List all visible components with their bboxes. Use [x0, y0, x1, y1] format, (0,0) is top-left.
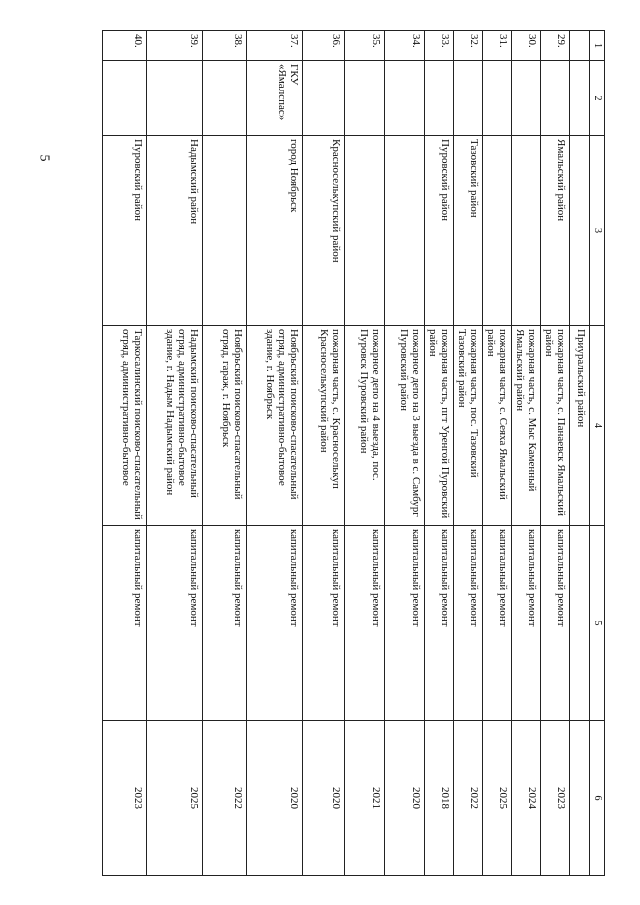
column-header: 6 [590, 721, 605, 876]
column-header: 3 [590, 136, 605, 326]
table-cell-org [483, 61, 512, 136]
table-cell-org [385, 61, 425, 136]
table-cell-year: 2025 [483, 721, 512, 876]
table-cell-district: город Ноябрьск [247, 136, 303, 326]
table-cell-n: 36. [303, 31, 345, 61]
table-cell-work: капитальный ремонт [103, 526, 147, 721]
table-cell-n: 30. [512, 31, 541, 61]
header-row [590, 31, 605, 876]
table-cell-year: 2022 [454, 721, 483, 876]
column-header: 5 [590, 526, 605, 721]
table-cell-n: 33. [425, 31, 454, 61]
table-cell-year: 2020 [247, 721, 303, 876]
table-cell-org [103, 61, 147, 136]
table-cell-district: Тазовский район [454, 136, 483, 326]
table-cell-district [483, 136, 512, 326]
table-cell-n: 34. [385, 31, 425, 61]
table-cell-work: капитальный ремонт [425, 526, 454, 721]
table-cell-work: капитальный ремонт [541, 526, 570, 721]
table-row [454, 31, 483, 876]
table-cell-year: 2022 [203, 721, 247, 876]
table-cell-year: 2018 [425, 721, 454, 876]
column-header: 4 [590, 326, 605, 526]
table-cell-district [512, 136, 541, 326]
table-cell-org [303, 61, 345, 136]
table-cell-object: Таркосалинский поисково-спасательный отряд, административно-бытовое [103, 326, 147, 526]
table-cell-work: капитальный ремонт [303, 526, 345, 721]
table-row [203, 31, 247, 876]
table-cell-org [454, 61, 483, 136]
table-cell-year: 2020 [385, 721, 425, 876]
table-cell-n: 32. [454, 31, 483, 61]
table-cell-year: 2025 [147, 721, 203, 876]
table-cell-work: капитальный ремонт [247, 526, 303, 721]
table-row [425, 31, 454, 876]
table-cell-object: пожарная часть, с. Панаевск Ямальский район [541, 326, 570, 526]
table-cell-object: пожарное депо на 4 выезда, пос. Пуровск Пуровский район [345, 326, 385, 526]
table-row [541, 31, 570, 876]
table-cell-year: 2023 [103, 721, 147, 876]
table-row [385, 31, 425, 876]
table-cell-object: Приуральский район [570, 326, 590, 526]
table-row [512, 31, 541, 876]
table-cell-object: пожарная часть, пгт Уренгой Пуровский район [425, 326, 454, 526]
table-cell-n: 39. [147, 31, 203, 61]
table-cell-work: капитальный ремонт [512, 526, 541, 721]
table-cell-work [570, 526, 590, 721]
table-cell-org [570, 61, 590, 136]
table-cell-org [512, 61, 541, 136]
table-row [345, 31, 385, 876]
table-cell-district: Ямальский район [541, 136, 570, 326]
table-cell-district: Пуровский район [425, 136, 454, 326]
table-row [147, 31, 203, 876]
table-cell-district [203, 136, 247, 326]
table-cell-n: 29. [541, 31, 570, 61]
table-cell-object: Ноябрьский поисково-спасательный отряд, гараж, г. Ноябрьск [203, 326, 247, 526]
table-cell-object: Ноябрьский поисково-спасательный отряд, административно-бытовое здание, г. Ноябрьск [247, 326, 303, 526]
table-cell-n: 35. [345, 31, 385, 61]
page-number: 5 [36, 154, 52, 162]
table-cell-org: ГКУ «Ямалспас» [247, 61, 303, 136]
table-cell-org [203, 61, 247, 136]
table-cell-org [147, 61, 203, 136]
table-row [247, 31, 303, 876]
table-cell-year: 2024 [512, 721, 541, 876]
table-cell-object: пожарная часть, с. Мыс Каменный Ямальский район [512, 326, 541, 526]
table-cell-work: капитальный ремонт [454, 526, 483, 721]
table-cell-object: пожарная часть, с. Сеяха Ямальский район [483, 326, 512, 526]
table-cell-year [570, 721, 590, 876]
table-row [483, 31, 512, 876]
data-table [102, 30, 605, 876]
table-cell-work: капитальный ремонт [147, 526, 203, 721]
table-cell-district [385, 136, 425, 326]
table-cell-org [425, 61, 454, 136]
table-cell-district [570, 136, 590, 326]
table-cell-year: 2021 [345, 721, 385, 876]
table-body [103, 31, 590, 876]
table-row [303, 31, 345, 876]
table-cell-n: 37. [247, 31, 303, 61]
table-cell-work: капитальный ремонт [483, 526, 512, 721]
table-row [570, 31, 590, 876]
table-cell-work: капитальный ремонт [345, 526, 385, 721]
table-cell-year: 2020 [303, 721, 345, 876]
table-cell-org [345, 61, 385, 136]
table-cell-org [541, 61, 570, 136]
column-header: 1 [590, 31, 605, 61]
table-cell-work: капитальный ремонт [385, 526, 425, 721]
table-cell-object: пожарная часть, пос. Тазовский Тазовский район [454, 326, 483, 526]
table-cell-object: Надымский поисково-спасательный отряд, административно-бытовое здание, г. Надым Надымский район [147, 326, 203, 526]
table-cell-year: 2023 [541, 721, 570, 876]
table-cell-district: Надымский район [147, 136, 203, 326]
rotated-table-container [120, 30, 605, 875]
column-header: 2 [590, 61, 605, 136]
table-cell-district: Пуровский район [103, 136, 147, 326]
table-cell-object: пожарная часть, с. Красноселькуп Красноселькупский район [303, 326, 345, 526]
table-cell-n [570, 31, 590, 61]
table-cell-n: 38. [203, 31, 247, 61]
table-cell-district: Красноселькупский район [303, 136, 345, 326]
table-cell-work: капитальный ремонт [203, 526, 247, 721]
table-row [103, 31, 147, 876]
table-cell-district [345, 136, 385, 326]
table-cell-n: 40. [103, 31, 147, 61]
table-cell-n: 31. [483, 31, 512, 61]
table-cell-object: пожарное депо на 3 выезда в с. Самбург Пуровский район [385, 326, 425, 526]
